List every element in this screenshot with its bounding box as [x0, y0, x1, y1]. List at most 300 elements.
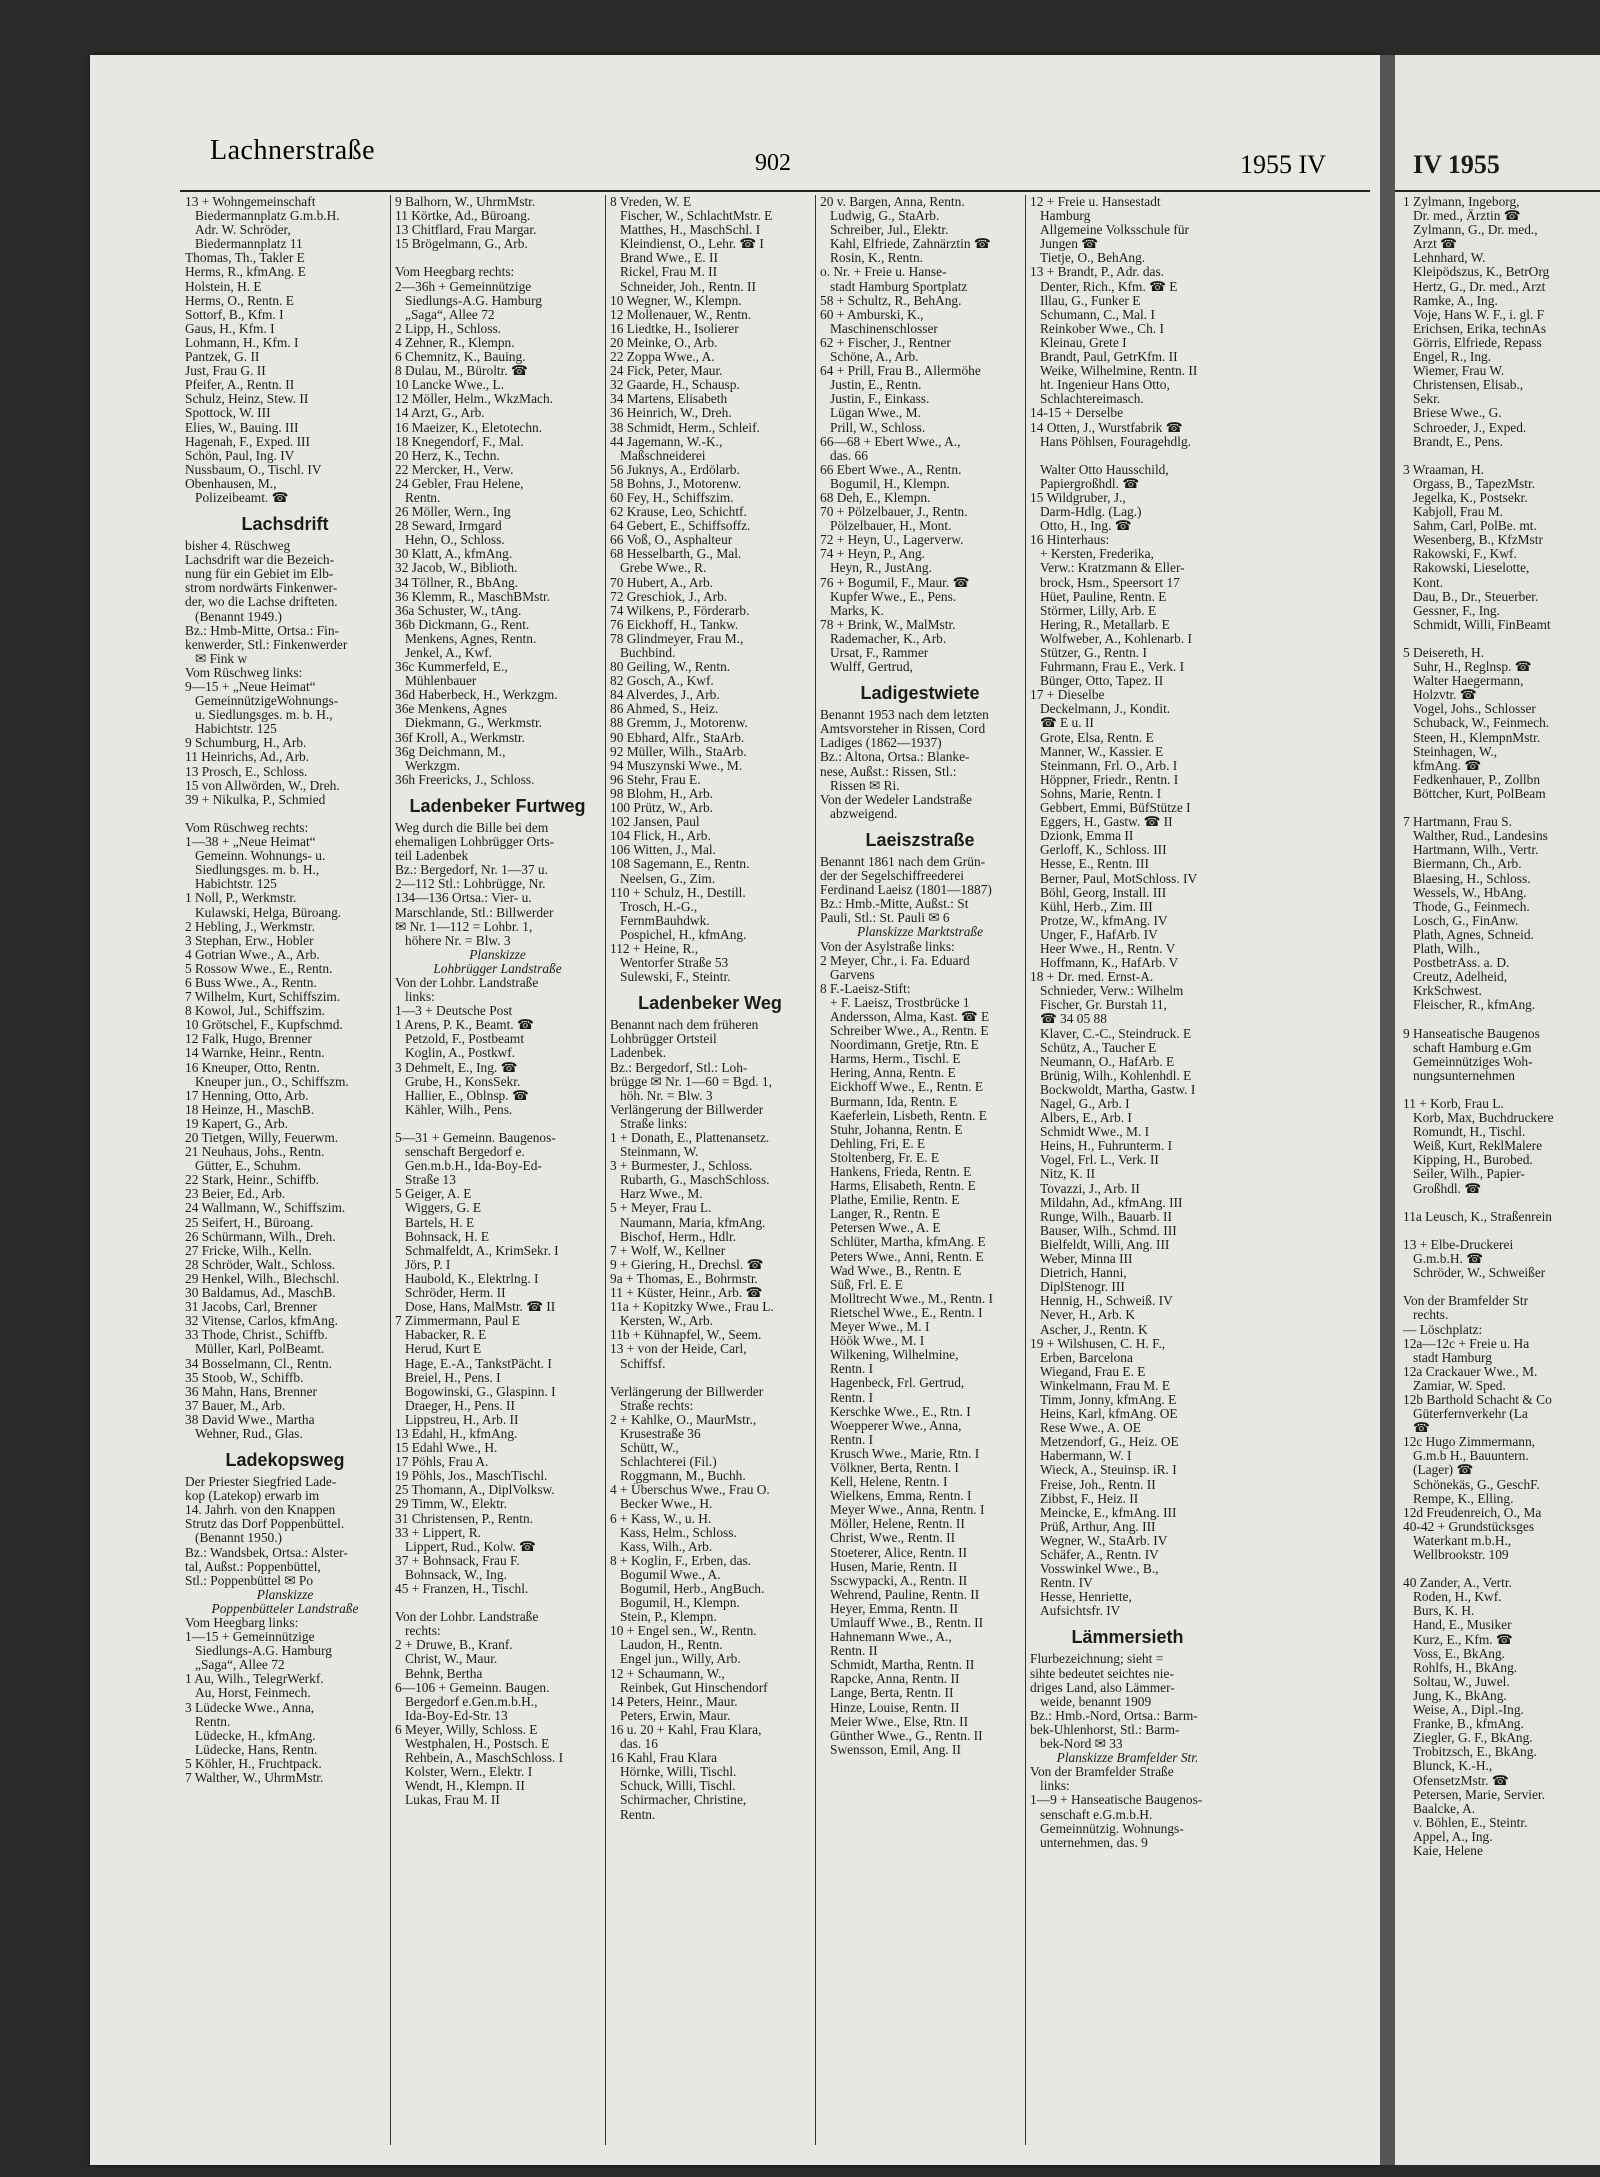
page-header-right: IV 1955 — [1413, 150, 1500, 179]
directory-entry: 31 Jacobs, Carl, Brenner — [185, 1300, 318, 1315]
directory-entry: abzweigend. — [830, 806, 898, 821]
directory-entry: 14 Arzt, G., Arb. — [395, 406, 485, 421]
directory-entry: Baalcke, A. — [1413, 1801, 1476, 1816]
directory-entry: Hertz, G., Dr. med., Arzt — [1413, 279, 1546, 294]
directory-entry: 2 + Kahlke, O., MaurMstr., — [610, 1412, 757, 1427]
directory-entry: Reinkober Wwe., Ch. I — [1040, 321, 1164, 336]
directory-entry: Winkelmann, Frau M. E — [1040, 1378, 1170, 1393]
directory-entry: Rentn. I — [830, 1362, 874, 1377]
directory-entry: Plath, Wilh., — [1413, 941, 1480, 956]
directory-entry: 60 + Amburski, K., — [820, 307, 924, 322]
directory-entry: 7 Walther, W., UhrmMstr. — [185, 1771, 324, 1786]
directory-entry: Rietschel Wwe., E., Rentn. I — [830, 1305, 983, 1320]
directory-entry: Kaie, Helene — [1413, 1843, 1483, 1858]
directory-entry: Von der Lohbr. Landstraße — [395, 1610, 539, 1625]
directory-entry: 6—106 + Gemeinn. Baugen. — [395, 1680, 550, 1695]
directory-entry: Lehnhard, W. — [1413, 251, 1486, 266]
directory-entry: 12a Crackauer Wwe., M. — [1403, 1364, 1538, 1379]
directory-entry: 9 Schumburg, H., Arb. — [185, 736, 307, 751]
directory-entry: 14 Peters, Heinr., Maur. — [610, 1694, 738, 1709]
directory-entry: brügge ✉ Nr. 1—60 = Bgd. 1, — [610, 1074, 772, 1089]
directory-entry: 37 Bauer, M., Arb. — [185, 1398, 286, 1413]
directory-entry: Lohbrügger Ortsteil — [610, 1032, 717, 1047]
directory-entry: Werkzgm. — [405, 758, 461, 773]
directory-entry: DiplStenogr. III — [1040, 1280, 1125, 1295]
directory-entry: Menkens, Agnes, Rentn. — [405, 631, 537, 646]
directory-entry: Straße rechts: — [620, 1398, 694, 1413]
directory-entry: 12 Falk, Hugo, Brenner — [185, 1032, 312, 1047]
directory-entry: Husen, Marie, Rentn. II — [830, 1559, 958, 1574]
directory-entry: Kähler, Wilh., Pens. — [405, 1102, 513, 1117]
directory-entry: 6 Meyer, Willy, Schloss. E — [395, 1722, 538, 1737]
directory-entry — [1403, 1012, 1600, 1026]
plan-note: Planskizze Marktstraße — [856, 925, 984, 940]
directory-entry: bek-Uhlenhorst, Stl.: Barm- — [1030, 1722, 1180, 1737]
directory-entry: Wielkens, Emma, Rentn. I — [830, 1489, 972, 1504]
directory-entry: Stoltenberg, Fr. E. E — [830, 1150, 940, 1165]
directory-entry: 12 + Schaumann, W., — [610, 1666, 725, 1681]
directory-entry: Rosin, K., Rentn. — [830, 251, 923, 266]
directory-entry: tal, Außst.: Poppenbüttel, — [185, 1559, 321, 1574]
directory-entry: Allgemeine Volksschule für — [1040, 223, 1190, 238]
directory-entry: 70 + Pölzelbauer, J., Rentn. — [820, 505, 968, 520]
street-heading: Ladenbeker Furtweg — [409, 795, 586, 816]
directory-entry: 22 Mercker, H., Verw. — [395, 462, 514, 477]
directory-entry: 1 Zylmann, Ingeborg, — [1403, 195, 1520, 209]
directory-entry: 8 Dulau, M., Büroltr. ☎ — [395, 364, 528, 379]
directory-entry: Rissen ✉ Ri. — [830, 778, 900, 793]
directory-entry: Jörs, P. I — [405, 1257, 451, 1272]
directory-entry: 16 Liedtke, H., Isolierer — [610, 321, 739, 336]
directory-entry: 31 Christensen, P., Rentn. — [395, 1511, 533, 1526]
directory-entry: 19 Pöhls, Jos., MaschTischl. — [395, 1469, 548, 1484]
directory-entry: 14. Jahrh. von den Knappen — [185, 1503, 336, 1518]
directory-entry: Möller, Helene, Rentn. II — [830, 1517, 965, 1532]
directory-entry: Zamiar, W. Sped. — [1413, 1378, 1506, 1393]
directory-entry: Völkner, Berta, Rentn. I — [830, 1460, 959, 1475]
directory-entry: Thode, G., Feinmech. — [1413, 899, 1530, 914]
directory-entry: Jung, K., BkAng. — [1413, 1688, 1507, 1703]
directory-entry: 11b + Kühnapfel, W., Seem. — [610, 1328, 762, 1343]
directory-entry: Kersten, W., Arb. — [620, 1314, 713, 1329]
directory-entry: unternehmen, das. 9 — [1040, 1835, 1148, 1850]
directory-entry: Engel jun., Willy, Arb. — [620, 1652, 741, 1667]
directory-entry: Zylmann, G., Dr. med., — [1413, 223, 1538, 238]
directory-entry: Bogumil, H., Klempn. — [620, 1596, 740, 1611]
directory-entry: Otto, H., Ing. ☎ — [1040, 519, 1132, 534]
directory-entry: 3 Stephan, Erw., Hobler — [185, 933, 314, 948]
directory-entry: Rehbein, A., MaschSchloss. I — [405, 1751, 564, 1766]
directory-entry: Benannt 1861 nach dem Grün- — [820, 854, 986, 869]
directory-entry: Günther Wwe., G., Rentn. II — [830, 1728, 983, 1743]
directory-entry: Creutz, Adelheid, — [1413, 970, 1508, 985]
directory-entry: Fuhrmann, Frau E., Verk. I — [1040, 660, 1185, 675]
directory-entry: 36d Haberbeck, H., Werkzgm. — [395, 688, 558, 703]
directory-entry: Kolster, Wern., Elektr. I — [405, 1765, 533, 1780]
directory-entry: 4 + Überschus Wwe., Frau O. — [610, 1483, 770, 1498]
directory-entry: Sekr. — [1413, 392, 1441, 407]
directory-entry: Tietje, O., BehAng. — [1040, 251, 1146, 266]
directory-entry: Krusch Wwe., Marie, Rtn. I — [830, 1446, 980, 1461]
directory-entry: Ramke, A., Ing. — [1413, 293, 1498, 308]
directory-entry: Heer Wwe., H., Rentn. V — [1040, 941, 1176, 956]
directory-entry: Schütt, W., — [620, 1441, 679, 1456]
directory-entry: Bz.: Altona, Ortsa.: Blanke- — [820, 750, 970, 765]
directory-entry: Bünger, Otto, Tapez. II — [1040, 674, 1164, 689]
directory-entry: 17 + Dieselbe — [1030, 688, 1105, 703]
directory-entry: Erben, Barcelona — [1040, 1350, 1133, 1365]
directory-entry: Harms, Elisabeth, Rentn. E — [830, 1179, 976, 1194]
directory-entry: 104 Flick, H., Arb. — [610, 829, 711, 844]
directory-entry: Straße 13 — [405, 1173, 456, 1188]
directory-entry: Pfeifer, A., Rentn. II — [185, 378, 295, 393]
directory-entry: 94 Muszynski Wwe., M. — [610, 758, 743, 773]
directory-entry: 70 Hubert, A., Arb. — [610, 575, 714, 590]
directory-entry: Just, Frau G. II — [185, 364, 266, 379]
directory-entry: 4 Gotrian Wwe., A., Arb. — [185, 947, 320, 962]
directory-entry: Kaeferlein, Lisbeth, Rentn. E — [830, 1108, 987, 1123]
directory-entry: Kass, Wilh., Arb. — [620, 1539, 713, 1554]
directory-entry: Schmidt Wwe., M. I — [1040, 1125, 1150, 1140]
street-heading: Laeiszstraße — [865, 829, 975, 850]
directory-entry: Störmer, Lilly, Arb. E — [1040, 603, 1157, 618]
directory-entry: höhere Nr. = Blw. 3 — [405, 933, 511, 948]
directory-entry: 22 Zoppa Wwe., A. — [610, 350, 715, 365]
directory-entry: Gessner, F., Ing. — [1413, 603, 1500, 618]
directory-entry: kop (Latekop) erwarb im — [185, 1489, 320, 1504]
directory-entry: 15 Brögelmann, G., Arb. — [395, 237, 528, 252]
directory-entry: Hehn, O., Schloss. — [405, 533, 505, 548]
directory-entry: Herms, O., Rentn. E — [185, 293, 294, 308]
directory-entry: Diekmann, G., Werkmstr. — [405, 716, 543, 731]
directory-entry: Straße links: — [620, 1116, 688, 1131]
directory-entry: Appel, A., Ing. — [1413, 1829, 1493, 1844]
directory-entry: weide, benannt 1909 — [1040, 1694, 1152, 1709]
directory-entry: 16 Kahl, Frau Klara — [610, 1751, 718, 1766]
directory-entry: 36h Freericks, J., Schloss. — [395, 772, 535, 787]
directory-entry: Hennig, H., Schweiß. IV — [1040, 1294, 1173, 1309]
directory-entry: Hagenah, F., Exped. III — [185, 434, 310, 449]
directory-entry: Matthes, H., MaschSchl. I — [620, 223, 761, 238]
directory-entry: stadt Hamburg — [1413, 1350, 1492, 1365]
directory-entry: Woepperer Wwe., Anna, — [830, 1418, 962, 1433]
directory-entry: Sulewski, F., Steintr. — [620, 970, 731, 985]
directory-entry: ✉ Nr. 1—112 = Lohbr. 1, — [395, 919, 533, 934]
directory-entry: Rakowski, Lieselotte, — [1413, 561, 1530, 576]
directory-entry: Rentn. — [195, 1714, 231, 1729]
directory-entry: Vom Rüschweg rechts: — [185, 820, 309, 835]
directory-entry: Ida-Boy-Ed-Str. 13 — [405, 1708, 508, 1723]
directory-entry: Gen.m.b.H., Ida-Boy-Ed- — [405, 1159, 542, 1174]
directory-entry: Heins, Karl, kfmAng. OE — [1040, 1407, 1178, 1422]
directory-entry: 62 Krause, Leo, Schichtf. — [610, 505, 747, 520]
directory-entry: 2—36h + Gemeinnützige — [395, 279, 532, 294]
directory-entry: Soltau, W., Juwel. — [1413, 1674, 1510, 1689]
directory-entry: Brandt, Paul, GetrKfm. II — [1040, 350, 1178, 365]
directory-entry: 10 Wegner, W., Klempn. — [610, 293, 742, 308]
directory-entry: 10 Grötschel, F., Kupfschmd. — [185, 1018, 343, 1033]
street-heading: Ladekopsweg — [225, 1450, 345, 1471]
directory-entry: 13 Prosch, E., Schloss. — [185, 764, 308, 779]
directory-entry: 10 Lancke Wwe., L. — [395, 378, 505, 393]
directory-entry: + F. Laeisz, Trostbrücke 1 — [830, 995, 970, 1010]
directory-entry: Christ, Wwe., Rentn. II — [830, 1531, 956, 1546]
directory-entry: Mildahn, Ad., kfmAng. III — [1040, 1195, 1183, 1210]
directory-entry: Dzionk, Emma II — [1040, 829, 1134, 844]
directory-entry: brock, Hsm., Speersort 17 — [1040, 575, 1180, 590]
directory-entry: Westphalen, H., Postsch. E — [405, 1737, 550, 1752]
directory-entry: Orgass, B., TapezMstr. — [1413, 476, 1536, 491]
directory-entry: Vosswinkel Wwe., B., — [1040, 1562, 1159, 1577]
column-divider — [390, 195, 391, 2145]
directory-entry: 38 Schmidt, Herm., Schleif. — [610, 420, 760, 435]
directory-entry: Amtsvorsteher in Rissen, Cord — [820, 722, 986, 737]
column-3 — [610, 195, 810, 2145]
directory-entry: Der Priester Siegfried Lade- — [185, 1475, 337, 1490]
directory-entry: Herud, Kurt E — [405, 1342, 482, 1357]
column-5 — [1030, 195, 1225, 2145]
page-number: 902 — [755, 150, 791, 176]
directory-entry: Ferdinand Laeisz (1801—1887) — [820, 883, 992, 898]
directory-entry: ✉ Fink w — [195, 651, 248, 666]
directory-entry: 74 + Heyn, P., Ang. — [820, 547, 926, 562]
directory-entry: Schmidt, Willi, FinBeamt — [1413, 617, 1551, 632]
directory-entry: Waterkant m.b.H., — [1413, 1533, 1512, 1548]
directory-entry: 7 Wilhelm, Kurt, Schiffszim. — [185, 990, 341, 1005]
directory-entry: Seiler, Wilh., Papier- — [1413, 1167, 1525, 1182]
directory-entry: Franke, B., kfmAng. — [1413, 1717, 1524, 1732]
directory-entry: Ascher, J., Rentn. K — [1040, 1322, 1148, 1337]
directory-entry: 3 Dehmelt, E., Ing. ☎ — [395, 1060, 518, 1075]
directory-entry: 72 Greschiok, J., Arb. — [610, 589, 728, 604]
directory-entry: rechts: — [405, 1624, 441, 1639]
directory-entry: 96 Stehr, Frau E. — [610, 772, 701, 787]
directory-entry: Hamburg — [1040, 209, 1091, 224]
directory-entry — [1403, 1562, 1600, 1576]
directory-entry: Hagenbeck, Frl. Gertrud, — [830, 1376, 965, 1391]
directory-entry: Prill, W., Schloss. — [830, 420, 926, 435]
directory-entry: 38 David Wwe., Martha — [185, 1412, 315, 1427]
directory-entry: Gütter, E., Schuhm. — [195, 1159, 301, 1174]
directory-entry: Justin, E., Rentn. — [830, 378, 922, 393]
directory-entry: Gerloff, K., Schloss. III — [1040, 843, 1167, 858]
directory-entry: Deckelmann, J., Kondit. — [1040, 702, 1171, 717]
column-divider — [1025, 195, 1026, 2145]
directory-entry: Adr. W. Schröder, — [195, 223, 291, 238]
directory-entry: sihte bedeutet seichtes nie- — [1030, 1666, 1174, 1681]
directory-entry: strom nordwärts Finkenwer- — [185, 581, 338, 596]
directory-entry: Rickel, Frau M. II — [620, 265, 718, 280]
directory-entry: Breiel, H., Pens. I — [405, 1370, 501, 1385]
plan-note: Lohbrügger Landstraße — [433, 961, 562, 976]
directory-entry: Schnieder, Verw.: Wilhelm — [1040, 984, 1184, 999]
directory-entry — [1403, 1196, 1600, 1210]
directory-entry: 3 + Burmester, J., Schloss. — [610, 1159, 753, 1174]
directory-entry: 26 Möller, Wern., Ing — [395, 505, 511, 520]
directory-entry: Roden, H., Kwf. — [1413, 1590, 1502, 1605]
directory-entry: Elies, W., Bauing. III — [185, 420, 299, 435]
plan-note: Planskizze Bramfelder Str. — [1056, 1751, 1199, 1766]
directory-entry: 60 Fey, H., Schiffszim. — [610, 490, 734, 505]
directory-entry: v. Böhlen, E., Steintr. — [1413, 1815, 1528, 1830]
directory-entry: 24 Fick, Peter, Maur. — [610, 364, 723, 379]
directory-entry: Metzendorf, G., Heiz. OE — [1040, 1435, 1179, 1450]
directory-entry: Kahl, Elfriede, Zahnärztin ☎ — [830, 237, 991, 252]
directory-entry: bek-Nord ✉ 33 — [1040, 1737, 1123, 1752]
directory-entry: Gemeinnützig. Wohnungs- — [1040, 1821, 1184, 1836]
directory-entry — [395, 251, 600, 265]
directory-entry: 11a + Kopitzky Wwe., Frau L. — [610, 1300, 774, 1315]
directory-entry: Böhl, Georg, Install. III — [1040, 885, 1167, 900]
directory-entry: Bohnsack, W., Ing. — [405, 1567, 507, 1582]
page-header-year: 1955 IV — [1240, 150, 1326, 179]
directory-entry: 7 Zimmermann, Paul E — [395, 1314, 520, 1329]
directory-entry: Wellbrookstr. 109 — [1413, 1548, 1509, 1562]
directory-entry: ehemaligen Lohbrügger Orts- — [395, 835, 555, 850]
directory-entry: Obenhausen, M., — [185, 476, 277, 491]
directory-page-right — [1395, 55, 1600, 2165]
directory-entry: Bogumil Wwe., A. — [620, 1567, 721, 1582]
directory-entry: 18 + Dr. med. Ernst-A. — [1030, 970, 1154, 985]
directory-entry: Bogumil, H., Klempn. — [830, 476, 950, 491]
directory-entry: Steinmann, Frl. O., Arb. I — [1040, 758, 1178, 773]
street-heading: Ladigestwiete — [860, 683, 980, 704]
directory-entry: Christ, W., Maur. — [405, 1652, 498, 1667]
directory-entry: Hesse, E., Rentn. III — [1040, 857, 1149, 872]
directory-entry: Schröder, W., Schweißer — [1413, 1266, 1546, 1281]
directory-entry: 18 Heinze, H., MaschB. — [185, 1102, 315, 1117]
directory-entry: Von der Wedeler Landstraße — [820, 792, 972, 807]
directory-entry: Schlachtereimasch. — [1040, 392, 1144, 407]
directory-entry: Bz.: Hmb.-Mitte, Außst.: St — [820, 897, 969, 912]
directory-entry: Wiegand, Frau E. E — [1040, 1364, 1146, 1379]
directory-entry: Ziegler, G. F., BkAng. — [1413, 1731, 1533, 1746]
directory-entry: Stl.: Poppenbüttel ✉ Po — [185, 1573, 314, 1588]
directory-entry: Bockwoldt, Martha, Gastw. I — [1040, 1082, 1196, 1097]
directory-entry: 12d Freudenreich, O., Ma — [1403, 1505, 1542, 1520]
directory-entry: Hüet, Pauline, Rentn. E — [1040, 589, 1167, 604]
directory-entry: 36a Schuster, W., tAng. — [395, 603, 522, 618]
directory-entry: links: — [1040, 1779, 1070, 1794]
directory-entry: Klaver, C.-C., Steindruck. E — [1040, 1026, 1192, 1041]
directory-entry: 33 Thode, Christ., Schiffb. — [185, 1328, 328, 1343]
directory-entry: 134—136 Ortsa.: Vier- u. — [395, 891, 532, 906]
directory-entry: Wolfweber, A., Kohlenarb. I — [1040, 631, 1192, 646]
directory-entry: Haubold, K., Elektrlng. I — [405, 1271, 539, 1286]
directory-entry: Becker Wwe., H. — [620, 1497, 713, 1512]
plan-note: Planskizze — [469, 947, 526, 962]
directory-entry: Weiß, Kurt, ReklMalere — [1413, 1139, 1543, 1154]
directory-entry: kenwerder, Stl.: Finkenwerder — [185, 637, 348, 652]
directory-entry: Kleinau, Grete I — [1040, 335, 1127, 350]
directory-entry: 110 + Schulz, H., Destill. — [610, 885, 746, 900]
directory-entry: 98 Blohm, H., Arb. — [610, 786, 714, 801]
directory-entry: 82 Gosch, A., Kwf. — [610, 674, 714, 689]
directory-entry: 58 Bohns, J., Motorenw. — [610, 476, 742, 491]
directory-entry: (Benannt 1949.) — [195, 609, 283, 624]
directory-entry: 15 von Allwörden, W., Dreh. — [185, 778, 340, 793]
directory-entry: Hans Pöhlsen, Fouragehdlg. — [1040, 434, 1192, 449]
directory-entry: 7 + Wolf, W., Kellner — [610, 1243, 726, 1258]
directory-entry: Stein, P., Klempn. — [620, 1610, 717, 1625]
directory-entry: 9 + Giering, H., Drechsl. ☎ — [610, 1257, 764, 1272]
directory-entry: 36 Klemm, R., MaschBMstr. — [395, 589, 551, 604]
directory-entry: Von der Asylstraße links: — [820, 939, 955, 954]
directory-entry: Vom Heegbarg rechts: — [395, 265, 515, 280]
directory-entry: Zibbst, F., Heiz. II — [1040, 1491, 1139, 1506]
directory-entry: Schönekäs, G., GeschF. — [1413, 1477, 1540, 1492]
directory-entry: 20 Tietgen, Willy, Feuerwm. — [185, 1131, 339, 1145]
directory-entry: 29 Henkel, Wilh., Blechschl. — [185, 1271, 340, 1286]
directory-entry: Steinmann, W. — [620, 1145, 699, 1160]
directory-entry: 20 Meinke, O., Arb. — [610, 335, 718, 350]
directory-entry: Bartels, H. E — [405, 1215, 475, 1230]
directory-entry: 2 Hebling, J., Werkmstr. — [185, 919, 315, 934]
header-rule — [180, 190, 1370, 192]
directory-entry: Bauser, Wilh., Schmd. III — [1040, 1223, 1177, 1238]
directory-entry: Kont. — [1413, 575, 1444, 590]
directory-entry — [185, 807, 385, 821]
directory-entry: Peters, Erwin, Maur. — [620, 1708, 731, 1723]
directory-entry: Ursat, F., Rammer — [830, 646, 929, 660]
directory-entry: Fedkenhauer, P., Zollbn — [1413, 772, 1541, 787]
directory-entry: Ludwig, G., StaArb. — [830, 209, 940, 224]
directory-entry: Grube, H., KonsSekr. — [405, 1074, 521, 1089]
directory-entry: Rohlfs, H., BkAng. — [1413, 1660, 1518, 1675]
directory-entry: nungsunternehmen — [1413, 1068, 1515, 1083]
directory-entry: Lippert, Rud., Kolw. ☎ — [405, 1539, 536, 1554]
directory-entry: Schreiber, Jul., Elektr. — [830, 223, 949, 238]
directory-entry: 5 Rossow Wwe., E., Rentn. — [185, 961, 333, 976]
column-divider — [815, 195, 816, 2145]
directory-entry: 6 + Kass, W., u. H. — [610, 1511, 712, 1526]
directory-entry: 86 Ahmed, S., Heiz. — [610, 702, 719, 717]
directory-entry: ☎ E u. II — [1040, 716, 1094, 731]
directory-entry: Biedermannplatz 11 — [195, 237, 303, 252]
directory-entry: Walter Otto Hausschild, — [1040, 462, 1169, 477]
directory-entry: Jungen ☎ — [1040, 237, 1098, 252]
directory-entry: 1—3 + Deutsche Post — [395, 1004, 513, 1019]
street-heading: Lämmersieth — [1071, 1627, 1184, 1648]
directory-entry: FernmBauhdwk. — [620, 913, 710, 928]
directory-entry: Görris, Elfriede, Repass — [1413, 335, 1542, 350]
directory-entry: Rentn. — [620, 1807, 656, 1822]
directory-entry: 12 Mollenauer, W., Rentn. — [610, 307, 752, 322]
directory-entry: Wad Wwe., B., Rentn. E — [830, 1263, 962, 1278]
directory-entry: Sottorf, B., Kfm. I — [185, 307, 284, 322]
directory-entry: + Kersten, Frederika, — [1040, 547, 1154, 562]
directory-entry: 40 Zander, A., Vertr. — [1403, 1576, 1512, 1591]
directory-entry: 5 Köhler, H., Fruchtpack. — [185, 1756, 322, 1771]
directory-entry: Marks, K. — [830, 603, 884, 618]
directory-entry: Habichtstr. 125 — [195, 722, 277, 737]
directory-entry: 66 Voß, O., Asphalteur — [610, 533, 733, 548]
directory-entry: nese, Außst.: Rissen, Stl.: — [820, 764, 957, 779]
directory-entry: Bz.: Hmb-Mitte, Ortsa.: Fin- — [185, 623, 339, 638]
directory-entry — [1403, 1224, 1600, 1238]
directory-entry: Manner, W., Kassier. E — [1040, 744, 1164, 759]
directory-entry: Benannt nach dem früheren — [610, 1018, 759, 1033]
directory-entry: Großhdl. ☎ — [1413, 1181, 1482, 1196]
directory-entry: 15 Wildgruber, J., — [1030, 490, 1126, 505]
directory-entry: 32 Gaarde, H., Schausp. — [610, 378, 740, 393]
directory-entry: Lüdecke, Hans, Rentn. — [195, 1742, 318, 1757]
directory-entry: Gebbert, Emmi, BüfStütze I — [1040, 801, 1191, 816]
directory-entry: Romundt, H., Tischl. — [1413, 1125, 1526, 1140]
directory-entry: 1 + Donath, E., Plattenansetz. — [610, 1131, 770, 1145]
directory-entry: 108 Sagemann, E., Rentn. — [610, 857, 750, 872]
directory-entry: 84 Alverdes, J., Arb. — [610, 688, 720, 703]
